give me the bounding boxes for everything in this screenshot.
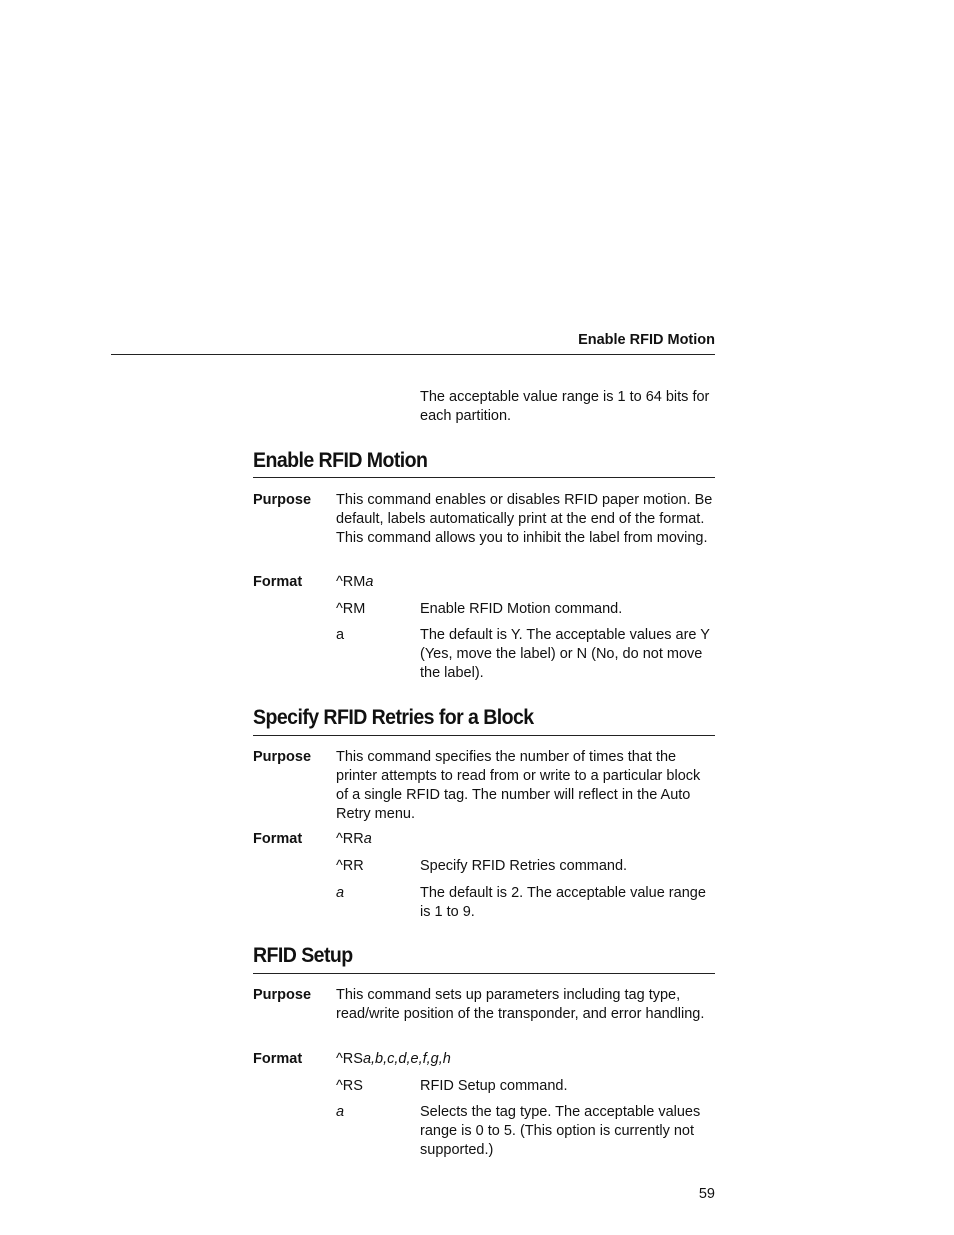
format-arguments: a (365, 574, 374, 590)
running-header-title: Enable RFID Motion (578, 332, 715, 348)
format-command: ^RM (336, 574, 366, 590)
format-arguments: a,b,c,d,e,f,g,h (362, 1051, 451, 1067)
format-syntax (336, 830, 716, 849)
purpose-text: This command specifies the number of times that the printer attempts to read from or write to a particular block of a single RFID tag. The number will reflect in the Auto Retry menu. (336, 749, 701, 822)
param-name: a (336, 1104, 345, 1120)
param-name: ^RM (336, 601, 366, 617)
section-rule (253, 477, 715, 478)
section-heading-enable-rfid-motion: Enable RFID Motion (253, 449, 428, 472)
param-description: The default is Y. The acceptable values are Y (Yes, move the label) or N (No, do not move the label). (420, 627, 710, 681)
page-number: 59 (698, 1186, 715, 1202)
section-heading-specify-rfid-retries: Specify RFID Retries for a Block (253, 706, 534, 729)
purpose-label: Purpose (253, 749, 312, 765)
format-arguments: a (363, 831, 372, 847)
format-syntax (336, 1050, 716, 1069)
param-description: The default is 2. The acceptable value range is 1 to 9. (420, 885, 706, 920)
format-syntax (336, 573, 716, 592)
param-name: ^RR (336, 858, 364, 874)
header-rule (111, 354, 715, 355)
param-description: Enable RFID Motion command. (420, 601, 623, 617)
purpose-label: Purpose (253, 492, 312, 508)
purpose-text: This command enables or disables RFID paper motion. Be default, labels automatically print at the end of the format. This command allows you to inhibit the label from moving. (336, 492, 713, 546)
format-command: ^RS (336, 1051, 363, 1067)
param-name: ^RS (336, 1078, 363, 1094)
format-label: Format (253, 1051, 303, 1067)
param-name: a (336, 885, 345, 901)
section-rule (253, 735, 715, 736)
format-label: Format (253, 831, 303, 847)
section-heading-rfid-setup: RFID Setup (253, 944, 353, 967)
param-description: Specify RFID Retries command. (420, 858, 628, 874)
purpose-text: This command sets up parameters including tag type, read/write position of the transponder, and error handling. (336, 987, 705, 1022)
param-name: a (336, 627, 345, 643)
intro-paragraph: The acceptable value range is 1 to 64 bits for each partition. (420, 389, 710, 424)
param-description: Selects the tag type. The acceptable values range is 0 to 5. (This option is currently not supported.) (420, 1104, 701, 1158)
purpose-label: Purpose (253, 987, 312, 1003)
format-label: Format (253, 574, 303, 590)
param-description: RFID Setup command. (420, 1078, 568, 1094)
format-command: ^RR (336, 831, 364, 847)
section-rule (253, 973, 715, 974)
